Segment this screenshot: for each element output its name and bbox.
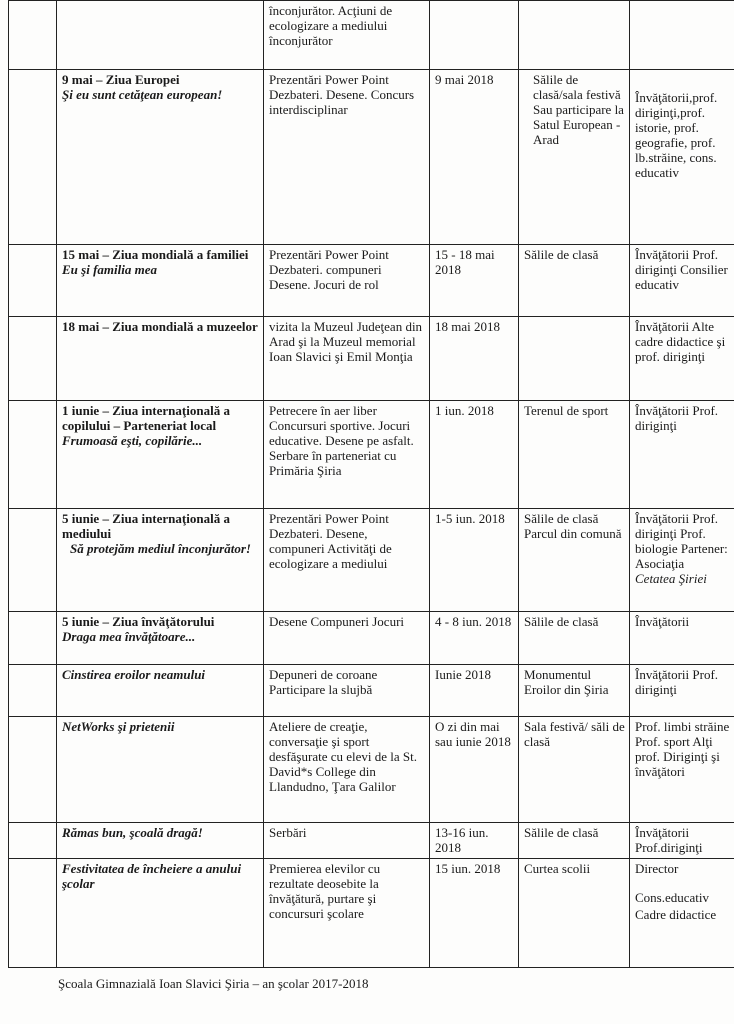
event-cell: [57, 859, 264, 968]
event-cell: [57, 70, 264, 245]
responsible-cell: [630, 859, 734, 968]
table-row: [9, 70, 734, 245]
place-cell: [519, 1, 630, 70]
date-cell: Iunie 2018: [430, 665, 519, 717]
index-cell: [9, 665, 57, 717]
index-cell: [9, 1, 57, 70]
event-cell: [57, 245, 264, 317]
activities-table: [8, 0, 734, 968]
index-cell: [9, 509, 57, 612]
responsible-cell: Învăţătorii,prof. diriginţi,prof. istorie, prof. geografie, prof. lb.străine, cons. educativ: [630, 70, 734, 245]
date-cell: 15 iun. 2018: [430, 859, 519, 968]
event-cell: [57, 401, 264, 509]
responsible-cell: Învăţătorii Prof. diriginţi Consilier educativ: [630, 245, 734, 317]
table-row: [9, 717, 734, 823]
responsible-cell: Prof. limbi străine Prof. sport Alţi prof. Diriginţi şi învăţători: [630, 717, 734, 823]
event-title: 5 iunie – Ziua internaţională a mediului: [62, 511, 230, 541]
event-subtitle: Draga mea învăţătoare...: [62, 629, 196, 644]
date-cell: O zi din mai sau iunie 2018: [430, 717, 519, 823]
event-cell: [57, 612, 264, 665]
event-subtitle: Frumoasă eşti, copilărie...: [62, 433, 203, 448]
activity-cell: Prezentări Power Point Dezbateri. Desene. Concurs interdisciplinar: [264, 70, 430, 245]
place-cell: Monumentul Eroilor din Şiria: [519, 665, 630, 717]
event-subtitle: Festivitatea de încheiere a anului şcolar: [62, 861, 242, 891]
table-row: [9, 245, 734, 317]
event-cell: [57, 823, 264, 859]
index-cell: [9, 401, 57, 509]
table-row: [9, 665, 734, 717]
event-title: 15 mai – Ziua mondială a familiei: [62, 247, 249, 262]
responsible-line: Director: [635, 861, 679, 876]
activity-cell: Premierea elevilor cu rezultate deosebite la învăţătură, purtare şi concursuri şcolare: [264, 859, 430, 968]
event-subtitle: Şi eu sunt cetăţean european!: [62, 87, 223, 102]
activity-cell: Prezentări Power Point Dezbateri. compuneri Desene. Jocuri de rol: [264, 245, 430, 317]
event-subtitle: Cinstirea eroilor neamului: [62, 667, 206, 682]
activity-cell: Depuneri de coroane Participare la slujbă: [264, 665, 430, 717]
place-cell: Sălile de clasă: [519, 823, 630, 859]
activity-cell: vizita la Muzeul Judeţean din Arad şi la Muzeul memorial Ioan Slavici şi Emil Monţia: [264, 317, 430, 401]
responsible-cell: [630, 509, 734, 612]
responsible-cell: Învăţătorii Prof. diriginţi: [630, 665, 734, 717]
place-cell: Sala festivă/ săli de clasă: [519, 717, 630, 823]
partner-name: Cetatea Şiriei: [635, 571, 707, 586]
index-cell: [9, 245, 57, 317]
activity-cell: înconjurător. Acţiuni de ecologizare a mediului înconjurător: [264, 1, 430, 70]
activity-cell: Serbări: [264, 823, 430, 859]
event-cell: [57, 509, 264, 612]
place-cell: [519, 317, 630, 401]
place-cell: Curtea scolii: [519, 859, 630, 968]
date-cell: [430, 1, 519, 70]
event-cell: [57, 317, 264, 401]
index-cell: [9, 859, 57, 968]
date-cell: 1-5 iun. 2018: [430, 509, 519, 612]
date-cell: 1 iun. 2018: [430, 401, 519, 509]
date-cell: 18 mai 2018: [430, 317, 519, 401]
index-cell: [9, 823, 57, 859]
date-cell: 15 - 18 mai 2018: [430, 245, 519, 317]
event-title: 1 iunie – Ziua internaţională a copilului – Parteneriat local: [62, 403, 230, 433]
place-cell: Sălile de clasă: [519, 612, 630, 665]
event-subtitle: Să protejăm mediul înconjurător!: [70, 541, 251, 556]
event-cell: [57, 717, 264, 823]
date-cell: 9 mai 2018: [430, 70, 519, 245]
date-cell: 13-16 iun. 2018: [430, 823, 519, 859]
place-cell: Sălile de clasă: [519, 245, 630, 317]
event-subtitle: Rămas bun, şcoală dragă!: [62, 825, 203, 840]
table-row: [9, 859, 734, 968]
table-row: [9, 1, 734, 70]
responsible-text: Învăţătorii Prof. diriginţi Prof. biologie Partener: Asociaţia: [635, 511, 728, 571]
index-cell: [9, 317, 57, 401]
document-footer: Şcoala Gimnazială Ioan Slavici Şiria – an şcolar 2017-2018: [58, 976, 369, 991]
activity-cell: Ateliere de creaţie, conversaţie şi sport desfăşurate cu elevi de la St. David*s College din Llandudno, Ţara Galilor: [264, 717, 430, 823]
responsible-line: Cons.educativ: [635, 890, 710, 905]
place-cell: Sălile de clasă Parcul din comună: [519, 509, 630, 612]
place-cell: Sălile de clasă/sala festivă Sau participare la Satul European - Arad: [519, 70, 630, 245]
responsible-cell: Învăţătorii Prof. diriginţi: [630, 401, 734, 509]
event-title: 5 iunie – Ziua învăţătorului: [62, 614, 215, 629]
responsible-cell: Învăţătorii: [630, 612, 734, 665]
event-cell: [57, 1, 264, 70]
table-row: [9, 823, 734, 859]
table-row: [9, 317, 734, 401]
activity-cell: Desene Compuneri Jocuri: [264, 612, 430, 665]
index-cell: [9, 717, 57, 823]
responsible-cell: [630, 1, 734, 70]
responsible-cell: Învăţătorii Prof.diriginţi: [630, 823, 734, 859]
activity-cell: Petrecere în aer liber Concursuri sportive. Jocuri educative. Desene pe asfalt. Serbare în parteneriat cu Primăria Şiria: [264, 401, 430, 509]
index-cell: [9, 612, 57, 665]
table-row: [9, 401, 734, 509]
event-cell: [57, 665, 264, 717]
table-row: [9, 509, 734, 612]
date-cell: 4 - 8 iun. 2018: [430, 612, 519, 665]
event-subtitle: Eu şi familia mea: [62, 262, 157, 277]
event-title: 9 mai – Ziua Europei: [62, 72, 180, 87]
table-row: [9, 612, 734, 665]
event-title: 18 mai – Ziua mondială a muzeelor: [62, 319, 258, 334]
responsible-cell: Învăţătorii Alte cadre didactice şi prof. diriginţi: [630, 317, 734, 401]
index-cell: [9, 70, 57, 245]
responsible-line: Cadre didactice: [635, 907, 717, 922]
activity-cell: Prezentări Power Point Dezbateri. Desene, compuneri Activităţi de ecologizare a mediului: [264, 509, 430, 612]
event-subtitle: NetWorks şi prietenii: [62, 719, 175, 734]
place-cell: Terenul de sport: [519, 401, 630, 509]
